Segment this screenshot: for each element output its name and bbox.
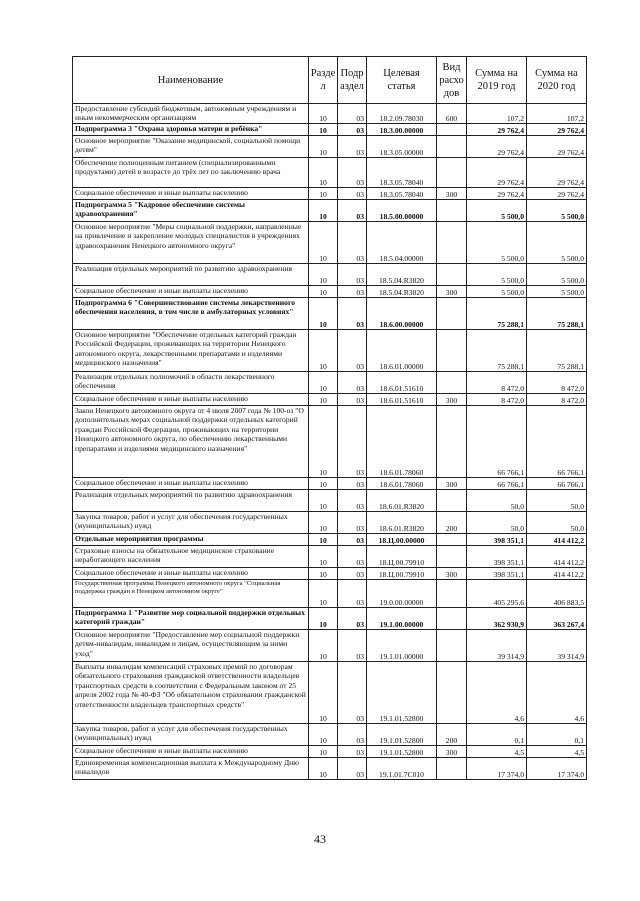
- cell-sum-2019: 29 762,4: [467, 188, 527, 200]
- cell-sum-2020: 5 500,0: [527, 264, 587, 286]
- cell-expense-type: 300: [437, 568, 467, 580]
- cell-sum-2020: 414 412,2: [527, 546, 587, 568]
- table-row: [73, 580, 587, 608]
- cell-razdel: 10: [309, 534, 338, 546]
- table-row: [73, 264, 587, 286]
- cell-razdel: 10: [309, 490, 338, 512]
- cell-podrazdel: 03: [338, 630, 367, 662]
- cell-target-article: 18.3.05.78040: [367, 158, 437, 188]
- cell-sum-2019: 362 930,9: [467, 608, 527, 630]
- cell-expense-type: [437, 608, 467, 630]
- cell-sum-2019: 29 762,4: [467, 158, 527, 188]
- cell-podrazdel: 03: [338, 478, 367, 490]
- cell-target-article: 18.3.00.00000: [367, 124, 437, 136]
- cell-sum-2019: 29 762,4: [467, 124, 527, 136]
- header-podrazdel: Подр аздел: [338, 57, 367, 104]
- cell-name: Основное мероприятие "Оказание медицинской, социальной помощи детям": [73, 136, 309, 158]
- table-row: [73, 608, 587, 630]
- cell-expense-type: [437, 222, 467, 264]
- cell-name: Социальное обеспечение и иные выплаты населению: [73, 568, 309, 580]
- cell-razdel: 10: [309, 200, 338, 222]
- cell-podrazdel: 03: [338, 724, 367, 746]
- cell-sum-2020: 29 762,4: [527, 188, 587, 200]
- table-row: [73, 286, 587, 298]
- cell-podrazdel: 03: [338, 490, 367, 512]
- cell-name: Закупка товаров, работ и услуг для обеспечения государственных (муниципальных) нужд: [73, 724, 309, 746]
- cell-expense-type: 300: [437, 188, 467, 200]
- cell-target-article: 18.6.01.78060: [367, 478, 437, 490]
- table-row: [73, 222, 587, 264]
- cell-target-article: 19.1.01.52800: [367, 724, 437, 746]
- cell-sum-2020: 4,6: [527, 662, 587, 724]
- cell-expense-type: 200: [437, 724, 467, 746]
- cell-name: Реализация отдельных мероприятий по развитию здравоохранения: [73, 490, 309, 512]
- cell-sum-2019: 4,5: [467, 746, 527, 758]
- cell-razdel: 10: [309, 662, 338, 724]
- cell-sum-2019: 4,6: [467, 662, 527, 724]
- cell-razdel: 10: [309, 406, 338, 478]
- header-razdel: Разде л: [309, 57, 338, 104]
- cell-target-article: 19.1.01.7C010: [367, 758, 437, 780]
- cell-sum-2020: 39 314,9: [527, 630, 587, 662]
- cell-sum-2019: 107,2: [467, 104, 527, 124]
- table-row: [73, 104, 587, 124]
- cell-name: Подпрограмма 6 "Совершенствование системы лекарственного обеспечения населения, в том числе в амбулаторных условиях": [73, 298, 309, 330]
- cell-sum-2019: 75 288,1: [467, 330, 527, 372]
- cell-target-article: 18.6.01.R3820: [367, 512, 437, 534]
- budget-table: [72, 56, 587, 780]
- cell-expense-type: [437, 406, 467, 478]
- cell-razdel: 10: [309, 188, 338, 200]
- cell-sum-2020: 5 500,0: [527, 222, 587, 264]
- cell-sum-2019: 398 351,1: [467, 568, 527, 580]
- cell-razdel: 10: [309, 264, 338, 286]
- cell-name: Страховые взносы на обязательное медицинское страхование неработающего населения: [73, 546, 309, 568]
- cell-podrazdel: 03: [338, 546, 367, 568]
- cell-razdel: 10: [309, 222, 338, 264]
- cell-target-article: 19.0.00.00000: [367, 580, 437, 608]
- cell-podrazdel: 03: [338, 124, 367, 136]
- cell-podrazdel: 03: [338, 568, 367, 580]
- cell-name: Подпрограмма 1 "Развитие мер социальной поддержки отдельных категорий граждан": [73, 608, 309, 630]
- cell-razdel: 10: [309, 546, 338, 568]
- cell-sum-2019: 66 766,1: [467, 406, 527, 478]
- cell-sum-2020: 8 472,0: [527, 394, 587, 406]
- table-row: [73, 724, 587, 746]
- table-row: [73, 124, 587, 136]
- cell-target-article: 18.6.01.51610: [367, 372, 437, 394]
- cell-target-article: 18.5.04.R3820: [367, 286, 437, 298]
- cell-target-article: 18.3.05.78040: [367, 188, 437, 200]
- cell-sum-2019: 398 351,1: [467, 534, 527, 546]
- cell-expense-type: [437, 372, 467, 394]
- cell-sum-2020: 0,1: [527, 724, 587, 746]
- cell-sum-2020: 414 412,2: [527, 568, 587, 580]
- table-row: [73, 758, 587, 780]
- cell-sum-2020: 29 762,4: [527, 136, 587, 158]
- cell-sum-2019: 0,1: [467, 724, 527, 746]
- cell-sum-2019: 8 472,0: [467, 372, 527, 394]
- cell-name: Социальное обеспечение и иные выплаты населению: [73, 746, 309, 758]
- cell-sum-2020: 107,2: [527, 104, 587, 124]
- cell-name: Предоставление субсидий бюджетным, автономным учреждениям и иным некоммерческим организациям: [73, 104, 309, 124]
- cell-razdel: 10: [309, 394, 338, 406]
- cell-expense-type: 300: [437, 286, 467, 298]
- cell-expense-type: [437, 136, 467, 158]
- cell-name: Отдельные мероприятия программы: [73, 534, 309, 546]
- cell-sum-2019: 39 314,9: [467, 630, 527, 662]
- cell-sum-2020: 66 766,1: [527, 406, 587, 478]
- header-sum-2020: Сумма на 2020 год: [527, 57, 587, 104]
- cell-sum-2020: 66 766,1: [527, 478, 587, 490]
- cell-target-article: 19.1.01.00000: [367, 630, 437, 662]
- cell-sum-2019: 66 766,1: [467, 478, 527, 490]
- cell-expense-type: [437, 158, 467, 188]
- cell-podrazdel: 03: [338, 330, 367, 372]
- cell-sum-2019: 5 500,0: [467, 264, 527, 286]
- cell-sum-2020: 8 472,0: [527, 372, 587, 394]
- cell-sum-2019: 5 500,0: [467, 200, 527, 222]
- cell-target-article: 18.6.01.51610: [367, 394, 437, 406]
- table-row: [73, 158, 587, 188]
- cell-podrazdel: 03: [338, 758, 367, 780]
- cell-target-article: 18.5.04.R3820: [367, 264, 437, 286]
- cell-podrazdel: 03: [338, 222, 367, 264]
- cell-target-article: 18.3.05.00000: [367, 136, 437, 158]
- cell-name: Социальное обеспечение и иные выплаты населению: [73, 286, 309, 298]
- cell-target-article: 18.2.09.78030: [367, 104, 437, 124]
- table-row: [73, 546, 587, 568]
- table-row: [73, 406, 587, 478]
- cell-expense-type: 600: [437, 104, 467, 124]
- cell-sum-2019: 8 472,0: [467, 394, 527, 406]
- cell-name: Основное мероприятие "Меры социальной поддержки, направленные на привлечение и закрепление молодых специалистов в учреждениях здравоохранения Ненецкого автономного округа": [73, 222, 309, 264]
- cell-sum-2020: 363 267,4: [527, 608, 587, 630]
- cell-sum-2020: 75 288,1: [527, 330, 587, 372]
- cell-sum-2019: 50,0: [467, 512, 527, 534]
- table-row: [73, 330, 587, 372]
- cell-razdel: 10: [309, 630, 338, 662]
- cell-name: Социальное обеспечение и иные выплаты населению: [73, 478, 309, 490]
- cell-podrazdel: 03: [338, 372, 367, 394]
- cell-name: Основное мероприятие "Обеспечение отдельных категорий граждан Российской Федерации, проживающих на территории Ненецкого автономного округа, лекарственными препаратами и изделиями медицинского назначения": [73, 330, 309, 372]
- page-number: 43: [314, 832, 326, 846]
- cell-expense-type: 300: [437, 478, 467, 490]
- cell-razdel: 10: [309, 298, 338, 330]
- cell-sum-2019: 29 762,4: [467, 136, 527, 158]
- cell-razdel: 10: [309, 568, 338, 580]
- cell-name: Подпрограмма 5 "Кадровое обеспечение системы здравоохранения": [73, 200, 309, 222]
- cell-sum-2020: 50,0: [527, 512, 587, 534]
- cell-expense-type: [437, 758, 467, 780]
- cell-razdel: 10: [309, 478, 338, 490]
- cell-name: Социальное обеспечение и иные выплаты населению: [73, 394, 309, 406]
- cell-sum-2020: 5 500,0: [527, 200, 587, 222]
- cell-target-article: 18.Ц.00.00000: [367, 534, 437, 546]
- cell-podrazdel: 03: [338, 512, 367, 534]
- cell-sum-2020: 29 762,4: [527, 158, 587, 188]
- cell-razdel: 10: [309, 286, 338, 298]
- cell-target-article: 18.Ц.00.79910: [367, 568, 437, 580]
- table-row: [73, 534, 587, 546]
- cell-name: Закупка товаров, работ и услуг для обеспечения государственных (муниципальных) нужд: [73, 512, 309, 534]
- cell-target-article: 18.6.01.R3820: [367, 490, 437, 512]
- cell-razdel: 10: [309, 372, 338, 394]
- cell-sum-2019: 405 295,6: [467, 580, 527, 608]
- cell-razdel: 10: [309, 746, 338, 758]
- cell-expense-type: [437, 534, 467, 546]
- cell-target-article: 18.Ц.00.79910: [367, 546, 437, 568]
- cell-target-article: 19.1.01.52800: [367, 746, 437, 758]
- cell-razdel: 10: [309, 758, 338, 780]
- cell-expense-type: 300: [437, 394, 467, 406]
- table-row: [73, 188, 587, 200]
- table-row: [73, 200, 587, 222]
- cell-expense-type: 300: [437, 746, 467, 758]
- cell-target-article: 19.1.00.00000: [367, 608, 437, 630]
- table-row: [73, 394, 587, 406]
- cell-sum-2019: 50,0: [467, 490, 527, 512]
- cell-expense-type: [437, 264, 467, 286]
- cell-name: Основное мероприятие "Предоставление мер социальной поддержки детям-инвалидам, инвалидам и лицам, осуществляющим за ними уход": [73, 630, 309, 662]
- cell-expense-type: [437, 630, 467, 662]
- cell-expense-type: [437, 490, 467, 512]
- cell-sum-2019: 5 500,0: [467, 286, 527, 298]
- table-row: [73, 372, 587, 394]
- table-body: [73, 104, 587, 780]
- cell-sum-2020: 4,5: [527, 746, 587, 758]
- cell-target-article: 19.1.01.52800: [367, 662, 437, 724]
- cell-razdel: 10: [309, 158, 338, 188]
- cell-podrazdel: 03: [338, 136, 367, 158]
- cell-expense-type: [437, 546, 467, 568]
- cell-expense-type: [437, 124, 467, 136]
- cell-podrazdel: 03: [338, 534, 367, 546]
- cell-expense-type: [437, 580, 467, 608]
- table-row: [73, 630, 587, 662]
- cell-target-article: 18.6.00.00000: [367, 298, 437, 330]
- cell-name: Выплаты инвалидам компенсаций страховых премий по договорам обязательного страхования гражданской ответственности владельцев транспортных средств в соответствии с Федеральным законом от 25 апреля 2002 года № 40-ФЗ "Об обязательном страховании гражданской ответственности владельцев транспортных средств": [73, 662, 309, 724]
- cell-podrazdel: 03: [338, 188, 367, 200]
- table-row: [73, 490, 587, 512]
- cell-podrazdel: 03: [338, 608, 367, 630]
- cell-sum-2020: 50,0: [527, 490, 587, 512]
- cell-podrazdel: 03: [338, 200, 367, 222]
- cell-podrazdel: 03: [338, 104, 367, 124]
- table-header-row: [73, 57, 587, 104]
- header-name: Наименование: [73, 57, 309, 104]
- cell-podrazdel: 03: [338, 394, 367, 406]
- cell-sum-2020: 5 500,0: [527, 286, 587, 298]
- cell-podrazdel: 03: [338, 746, 367, 758]
- table-row: [73, 478, 587, 490]
- table-row: [73, 568, 587, 580]
- cell-expense-type: [437, 200, 467, 222]
- cell-name: Государственная программа Ненецкого автономного округа "Социальная поддержка граждан в Ненецком автономном округе": [73, 580, 309, 608]
- cell-podrazdel: 03: [338, 298, 367, 330]
- table-row: [73, 298, 587, 330]
- cell-razdel: 10: [309, 136, 338, 158]
- cell-podrazdel: 03: [338, 580, 367, 608]
- cell-podrazdel: 03: [338, 158, 367, 188]
- cell-sum-2020: 17 374,0: [527, 758, 587, 780]
- cell-expense-type: [437, 298, 467, 330]
- cell-name: Социальное обеспечение и иные выплаты населению: [73, 188, 309, 200]
- cell-razdel: 10: [309, 512, 338, 534]
- cell-razdel: 10: [309, 608, 338, 630]
- cell-expense-type: 200: [437, 512, 467, 534]
- cell-podrazdel: 03: [338, 286, 367, 298]
- cell-expense-type: [437, 662, 467, 724]
- table-row: [73, 136, 587, 158]
- cell-name: Реализация отдельных мероприятий по развитию здравоохранения: [73, 264, 309, 286]
- cell-target-article: 18.6.01.78060: [367, 406, 437, 478]
- cell-razdel: 10: [309, 104, 338, 124]
- header-target-article: Целевая статья: [367, 57, 437, 104]
- cell-podrazdel: 03: [338, 406, 367, 478]
- header-expense-type: Вид расхо дов: [437, 57, 467, 104]
- budget-table-sheet: [72, 56, 586, 780]
- cell-razdel: 10: [309, 580, 338, 608]
- header-sum-2019: Сумма на 2019 год: [467, 57, 527, 104]
- cell-sum-2019: 17 374,0: [467, 758, 527, 780]
- cell-sum-2020: 414 412,2: [527, 534, 587, 546]
- cell-target-article: 18.5.04.00000: [367, 222, 437, 264]
- cell-target-article: 18.5.00.00000: [367, 200, 437, 222]
- cell-expense-type: [437, 330, 467, 372]
- cell-razdel: 10: [309, 724, 338, 746]
- table-row: [73, 662, 587, 724]
- table-row: [73, 512, 587, 534]
- cell-name: Единовременная компенсационная выплата к Международному Дню инвалидов: [73, 758, 309, 780]
- cell-razdel: 10: [309, 330, 338, 372]
- cell-sum-2019: 75 288,1: [467, 298, 527, 330]
- cell-podrazdel: 03: [338, 662, 367, 724]
- cell-name: Подпрограмма 3 "Охрана здоровья матери и ребёнка": [73, 124, 309, 136]
- cell-name: Обеспечение полноценным питанием (специализированными продуктами) детей в возрасте до трёх лет по заключению врача: [73, 158, 309, 188]
- cell-name: Закон Ненецкого автономного округа от 4 июля 2007 года № 100-оз "О дополнительных мерах социальной поддержки отдельных категорий граждан Российской Федерации, проживающих на территории Ненецкого автономного округа, по обеспечению лекарственными препаратами и изделиями медицинского назначения": [73, 406, 309, 478]
- cell-razdel: 10: [309, 124, 338, 136]
- cell-sum-2019: 5 500,0: [467, 222, 527, 264]
- cell-name: Реализация отдельных полномочий в области лекарственного обеспечения: [73, 372, 309, 394]
- table-row: [73, 746, 587, 758]
- cell-podrazdel: 03: [338, 264, 367, 286]
- cell-sum-2020: 29 762,4: [527, 124, 587, 136]
- cell-sum-2019: 398 351,1: [467, 546, 527, 568]
- cell-sum-2020: 75 288,1: [527, 298, 587, 330]
- cell-sum-2020: 406 883,5: [527, 580, 587, 608]
- cell-target-article: 18.6.01.00000: [367, 330, 437, 372]
